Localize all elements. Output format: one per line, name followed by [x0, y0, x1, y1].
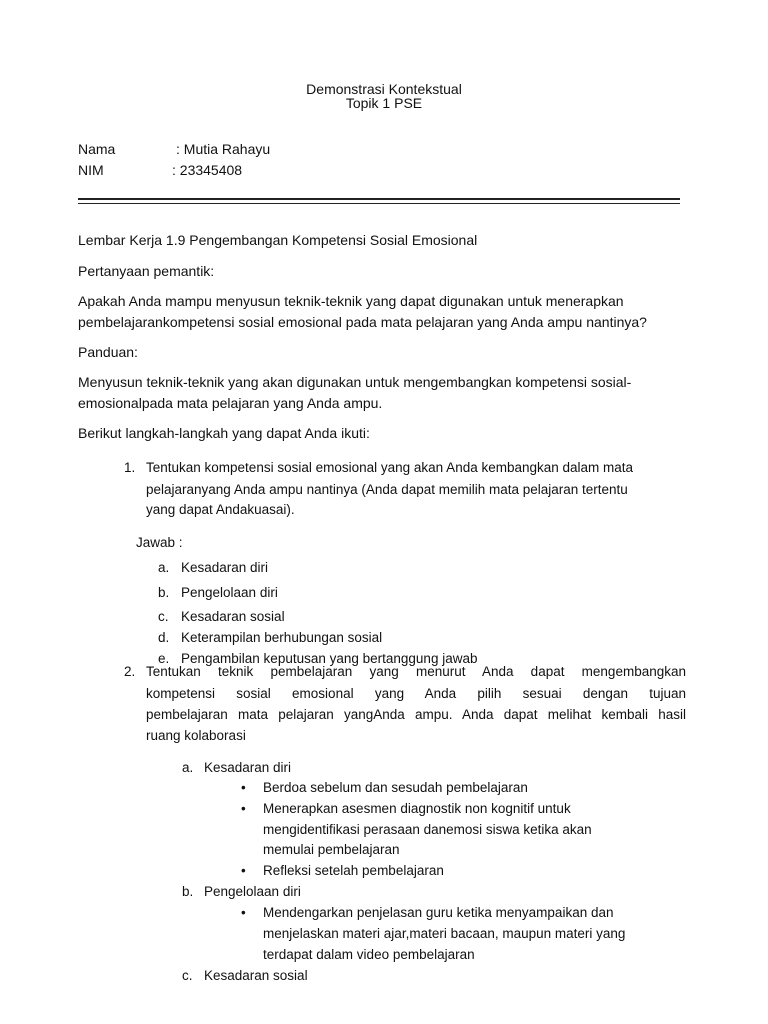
answer-c-text: Kesadaran sosial — [181, 609, 285, 624]
step-2-line-4: ruang kolaborasi — [146, 728, 246, 743]
nim-label: NIM — [78, 162, 104, 178]
step-1-line-1: Tentukan kompetensi sosial emosional yang akan Anda kembangkan dalam mata — [146, 460, 634, 475]
section-a-bullet-2-line-1: Menerapkan asesmen diagnostik non kognitif untuk — [263, 801, 571, 816]
guide-line-1: Menyusun teknik-teknik yang akan digunakan untuk mengembangkan kompetensi sosial- — [78, 374, 632, 390]
answer-a-text: Kesadaran diri — [181, 560, 269, 575]
answer-c-marker: c. — [158, 609, 169, 624]
name-label: Nama — [78, 141, 116, 157]
step-2-line-1: Tentukan teknik pembelajaran yang menurut Anda dapat mengembangkan — [146, 664, 686, 679]
section-c-title: Kesadaran sosial — [204, 968, 308, 983]
section-a-bullet-3: Refleksi setelah pembelajaran — [263, 863, 444, 878]
section-b-title: Pengelolaan diri — [204, 884, 301, 899]
divider-thin — [78, 203, 680, 204]
answer-label: Jawab : — [136, 535, 183, 550]
guide-line-2: emosionalpada mata pelajaran yang Anda ampu. — [78, 395, 383, 411]
answer-e-marker: e. — [158, 651, 170, 666]
section-a-bullet-1: Berdoa sebelum dan sesudah pembelajaran — [263, 780, 528, 795]
step-1-number: 1. — [124, 460, 136, 475]
section-a-bullet-2-line-2: mengidentifikasi perasaan danemosi siswa ketika akan — [263, 822, 592, 837]
step-1-line-2: pelajaranyang Anda ampu nantinya (Anda dapat memilih mata pelajaran tertentu — [146, 482, 628, 497]
bullet-icon: • — [241, 801, 246, 816]
section-b-bullet-1-line-1: Mendengarkan penjelasan guru ketika menyampaikan dan — [263, 905, 614, 920]
answer-b-marker: b. — [158, 585, 170, 600]
document-subtitle: Topik 1 PSE — [345, 95, 423, 111]
section-b-bullet-1-line-3: terdapat dalam video pembelajaran — [263, 947, 475, 962]
worksheet-title: Lembar Kerja 1.9 Pengembangan Kompetensi Sosial Emosional — [78, 232, 478, 248]
bullet-icon: • — [241, 780, 246, 795]
step-2-number: 2. — [124, 664, 136, 679]
answer-d-marker: d. — [158, 630, 170, 645]
name-value: : Mutia Rahayu — [176, 141, 271, 157]
section-a-bullet-2-line-3: memulai pembelajaran — [263, 842, 400, 857]
bullet-icon: • — [241, 905, 246, 920]
document-title: Demonstrasi Kontekstual — [306, 81, 462, 97]
answer-a-marker: a. — [158, 560, 170, 575]
bullet-icon: • — [241, 863, 246, 878]
answer-d-text: Keterampilan berhubungan sosial — [181, 630, 383, 645]
trigger-heading: Pertanyaan pemantik: — [78, 263, 215, 279]
section-a-marker: a. — [182, 760, 194, 775]
trigger-line-2: pembelajarankompetensi sosial emosional pada mata pelajaran yang Anda ampu nantinya? — [78, 314, 647, 330]
answer-e-text: Pengambilan keputusan yang bertanggung jawab — [181, 651, 478, 666]
section-c-marker: c. — [182, 968, 193, 983]
section-a-title: Kesadaran diri — [204, 760, 292, 775]
divider-thick — [78, 198, 680, 200]
section-b-marker: b. — [182, 884, 194, 899]
section-b-bullet-1-line-2: menjelaskan materi ajar,materi bacaan, maupun materi yang — [263, 926, 626, 941]
answer-b-text: Pengelolaan diri — [181, 585, 278, 600]
trigger-line-1: Apakah Anda mampu menyusun teknik-teknik yang dapat digunakan untuk menerapkan — [78, 293, 624, 309]
guide-heading: Panduan: — [78, 344, 138, 360]
steps-intro: Berikut langkah-langkah yang dapat Anda ikuti: — [78, 425, 370, 441]
nim-value: : 23345408 — [172, 162, 243, 178]
step-2-line-3: pembelajaran mata pelajaran yangAnda ampu. Anda dapat melihat kembali hasil — [146, 707, 686, 722]
step-2-line-2: kompetensi sosial emosional yang Anda pilih sesuai dengan tujuan — [146, 686, 686, 701]
step-1-line-3: yang dapat Andakuasai). — [146, 502, 295, 517]
